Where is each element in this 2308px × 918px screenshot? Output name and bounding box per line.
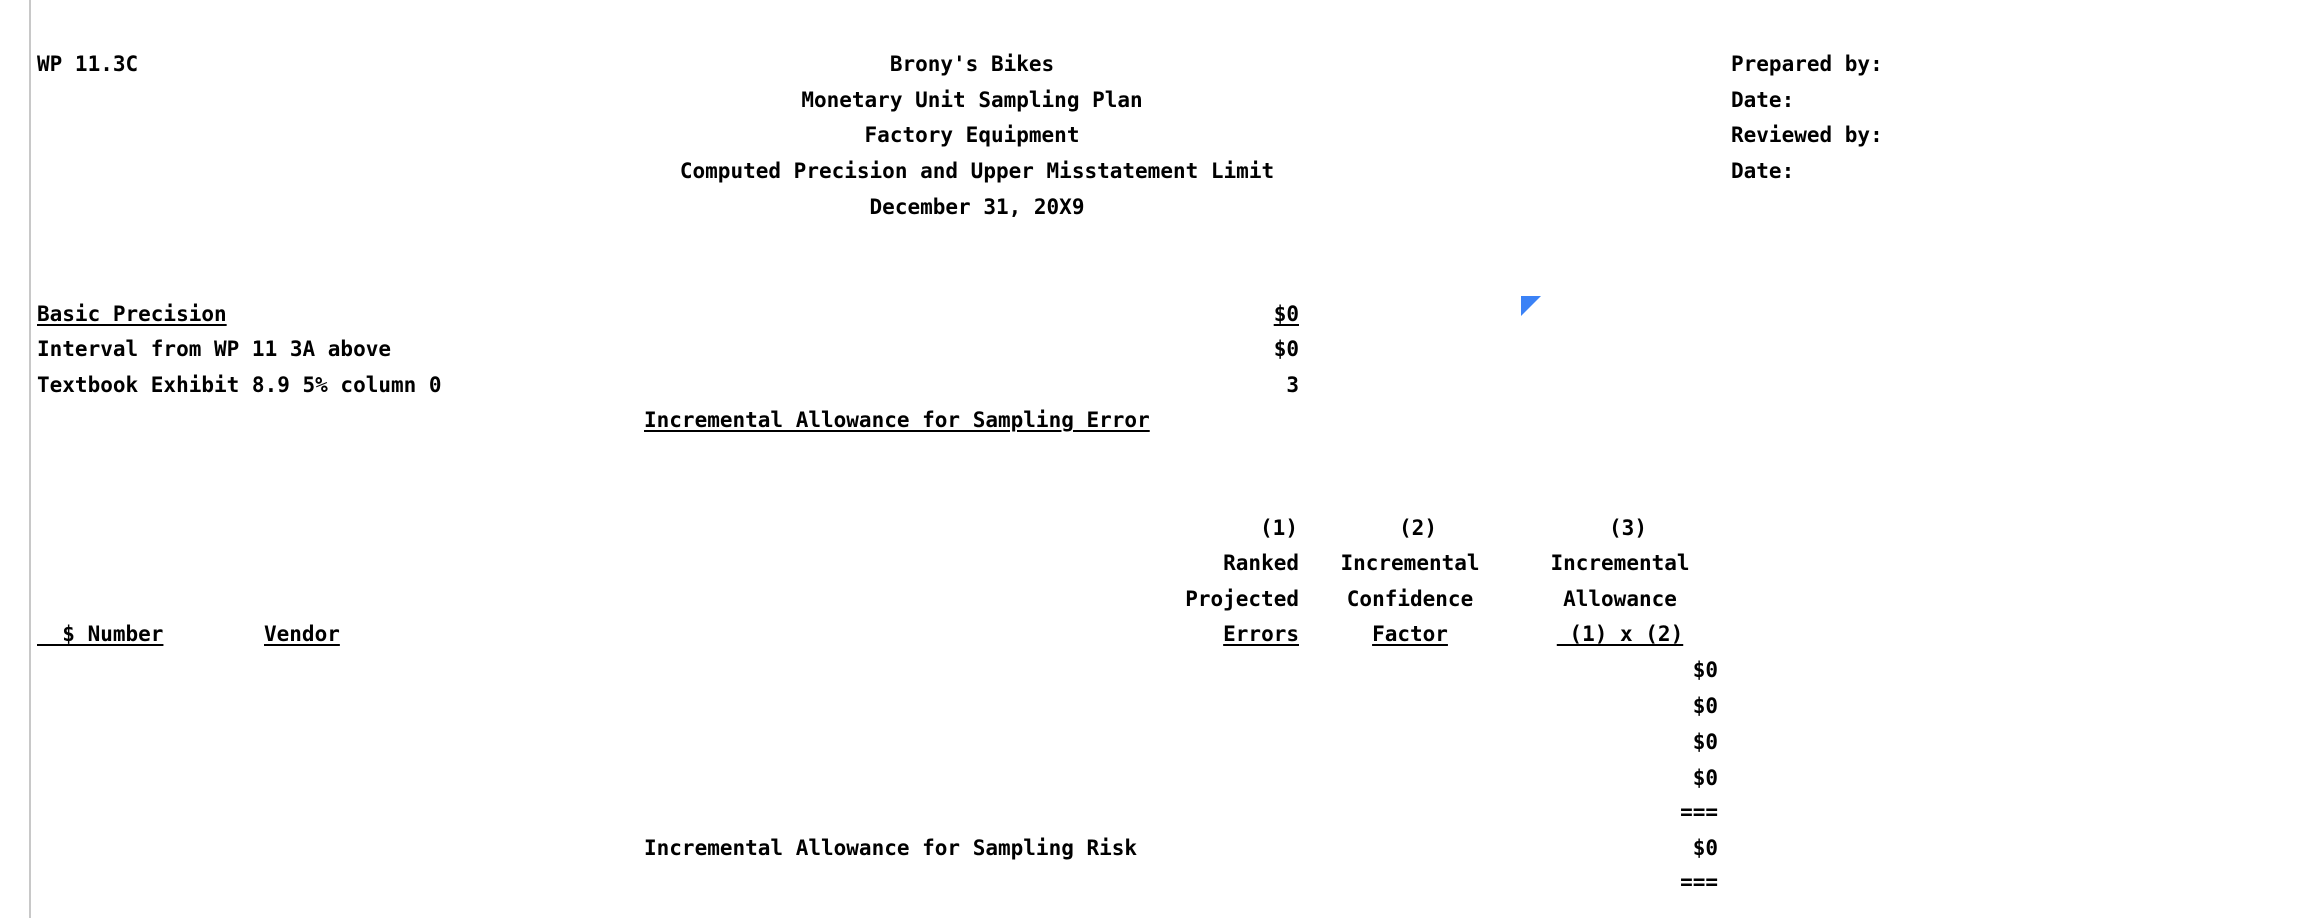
col3-line3: (1) x (2) <box>1556 622 1684 646</box>
col1-number: (1) <box>1260 516 1298 540</box>
dollar-number-header: $ Number <box>37 622 164 646</box>
basic-precision-heading: Basic Precision <box>37 302 227 326</box>
allowance-value-4[interactable]: $0 <box>1692 766 1718 790</box>
col3-line1: Incremental <box>1550 551 1690 575</box>
col1-line2: Projected <box>1185 587 1299 611</box>
column-gridline <box>29 0 31 918</box>
date-label-1: Date: <box>1731 88 1795 112</box>
col2-number: (2) <box>1399 516 1437 540</box>
incremental-section-title: Incremental Allowance for Sampling Error <box>644 408 1150 432</box>
report-title: Computed Precision and Upper Misstatement Limit <box>679 159 1275 183</box>
account-title: Factory Equipment <box>864 123 1080 147</box>
comment-indicator-icon[interactable] <box>1521 296 1541 316</box>
report-date: December 31, 20X9 <box>869 195 1085 219</box>
exhibit-label: Textbook Exhibit 8.9 5% column 0 <box>37 373 442 397</box>
col2-line3: Factor <box>1372 622 1448 646</box>
exhibit-value[interactable]: 3 <box>1286 373 1299 397</box>
allowance-value-2[interactable]: $0 <box>1692 694 1718 718</box>
col1-line3: Errors <box>1223 622 1299 646</box>
plan-title: Monetary Unit Sampling Plan <box>801 88 1143 112</box>
total-value[interactable]: $0 <box>1692 836 1718 860</box>
vendor-header: Vendor <box>264 622 340 646</box>
workpaper-ref: WP 11.3C <box>37 52 139 76</box>
reviewed-by-label: Reviewed by: <box>1731 123 1883 147</box>
col3-number: (3) <box>1609 516 1647 540</box>
date-label-2: Date: <box>1731 159 1795 183</box>
company-name: Brony's Bikes <box>889 52 1055 76</box>
col2-line1: Incremental <box>1340 551 1480 575</box>
col1-line1: Ranked <box>1223 551 1299 575</box>
prepared-by-label: Prepared by: <box>1731 52 1883 76</box>
basic-precision-value[interactable]: $0 <box>1273 302 1299 326</box>
col3-line2: Allowance <box>1563 587 1677 611</box>
double-rule: === <box>1680 800 1718 824</box>
interval-value[interactable]: $0 <box>1273 337 1299 361</box>
col2-line2: Confidence <box>1346 587 1474 611</box>
interval-label: Interval from WP 11 3A above <box>37 337 392 361</box>
total-label: Incremental Allowance for Sampling Risk <box>644 836 1138 860</box>
allowance-value-1[interactable]: $0 <box>1692 658 1718 682</box>
allowance-value-3[interactable]: $0 <box>1692 730 1718 754</box>
total-double-rule: === <box>1680 870 1718 894</box>
